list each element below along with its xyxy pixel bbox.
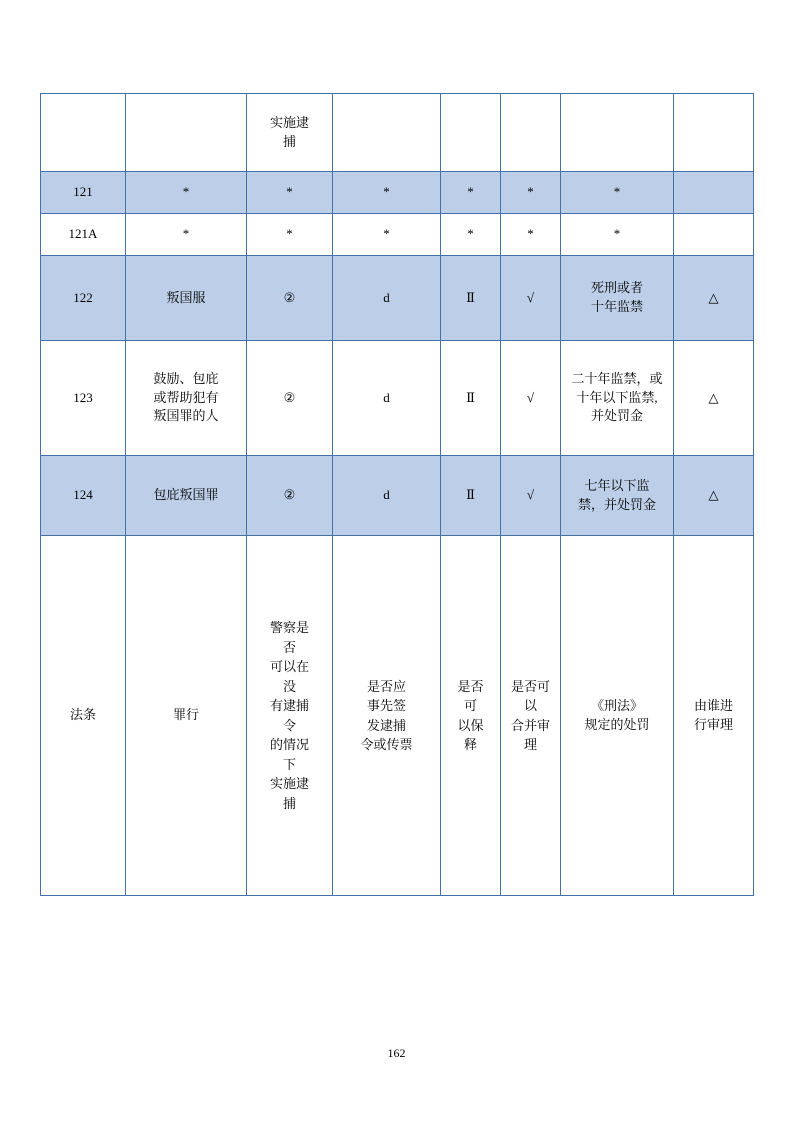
cell-text-line: 规定的处罚	[584, 716, 650, 732]
cell-bailable: Ⅱ	[441, 456, 501, 536]
header-section: 法条	[41, 536, 126, 896]
cell-punishment: *	[561, 214, 674, 256]
cell-text-line: 没	[282, 678, 296, 694]
cell-offence	[126, 94, 247, 172]
cell-text-line: 二十年监禁，或	[571, 370, 663, 386]
cell-triable-by	[674, 94, 754, 172]
cell-compoundable: √	[501, 341, 561, 456]
header-bailable	[441, 536, 501, 896]
cell-text-line: 十年监禁	[590, 299, 643, 314]
cell-text-line: 事先签	[366, 698, 406, 713]
cell-arrest-without-warrant: *	[247, 214, 333, 256]
cell-arrest-without-warrant: *	[247, 172, 333, 214]
cell-text-line: 合并审	[510, 717, 550, 733]
cell-text-line: 行审理	[693, 716, 733, 732]
cell-text-line: 下	[282, 756, 296, 772]
table-row	[41, 214, 754, 256]
cell-punishment	[561, 256, 674, 341]
cell-text-line: 可以在	[269, 659, 309, 674]
cell-text-line: 令或传票	[360, 737, 413, 752]
cell-text-line: 是否可	[510, 678, 550, 694]
cell-text-line: 否	[282, 639, 296, 655]
cell-bailable	[441, 94, 501, 172]
cell-bailable: Ⅱ	[441, 256, 501, 341]
cell-bailable: Ⅱ	[441, 341, 501, 456]
cell-offence: 包庇叛国罪	[126, 456, 247, 536]
cell-arrest-without-warrant: ②	[247, 341, 333, 456]
table-row	[41, 172, 754, 214]
cell-triable-by: △	[674, 341, 754, 456]
cell-arrest-without-warrant: ②	[247, 456, 333, 536]
cell-compoundable: *	[501, 214, 561, 256]
cell-text-line: 或帮助犯有	[153, 389, 219, 405]
cell-punishment	[561, 94, 674, 172]
cell-warrant-or-summons: d	[333, 456, 441, 536]
cell-section: 124	[41, 456, 126, 536]
cell-offence: *	[126, 172, 247, 214]
cell-text-line: 实施逮	[269, 114, 309, 130]
table-row	[41, 94, 754, 172]
cell-warrant-or-summons	[333, 94, 441, 172]
cell-offence	[126, 341, 247, 456]
cell-text-line: 鼓励、包庇	[153, 370, 219, 386]
cell-bailable: *	[441, 172, 501, 214]
cell-offence: *	[126, 214, 247, 256]
legal-table-container	[40, 93, 753, 896]
cell-compoundable: √	[501, 456, 561, 536]
cell-text-line: 释	[463, 737, 477, 752]
cell-text-line: 捕	[282, 133, 296, 149]
cell-warrant-or-summons: d	[333, 256, 441, 341]
cell-punishment: *	[561, 172, 674, 214]
cell-arrest-without-warrant	[247, 94, 333, 172]
cell-warrant-or-summons: *	[333, 172, 441, 214]
page-number: 162	[387, 1046, 406, 1060]
cell-text-line: 七年以下监	[584, 477, 650, 493]
cell-text-line: 捕	[282, 795, 296, 811]
cell-text-line: 可	[463, 698, 477, 713]
cell-text-line: 以保	[457, 717, 484, 733]
cell-text-line: 发逮捕	[366, 717, 406, 733]
header-compoundable	[501, 536, 561, 896]
cell-text-line: 叛国罪的人	[153, 408, 219, 424]
cell-text-line: 《刑法》	[590, 697, 643, 713]
cell-text-line: 警察是	[269, 620, 309, 635]
cell-section: 121A	[41, 214, 126, 256]
header-punishment	[561, 536, 674, 896]
cell-punishment	[561, 341, 674, 456]
cell-text-line: 的情况	[269, 737, 309, 752]
table-body	[41, 94, 754, 896]
cell-triable-by: △	[674, 456, 754, 536]
header-offence: 罪行	[126, 536, 247, 896]
cell-compoundable	[501, 94, 561, 172]
cell-section: 122	[41, 256, 126, 341]
cell-text-line: 十年以下监禁,	[576, 389, 658, 405]
table-row	[41, 256, 754, 341]
cell-triable-by	[674, 214, 754, 256]
cell-triable-by: △	[674, 256, 754, 341]
cell-text-line: 有逮捕	[269, 698, 309, 713]
legal-provisions-table	[40, 93, 754, 896]
cell-compoundable: *	[501, 172, 561, 214]
cell-section: 121	[41, 172, 126, 214]
cell-text-line: 禁，并处罚金	[577, 496, 656, 512]
cell-text-line: 是否应	[366, 678, 406, 694]
cell-warrant-or-summons: *	[333, 214, 441, 256]
cell-arrest-without-warrant: ②	[247, 256, 333, 341]
cell-text-line: 由谁进	[693, 697, 733, 713]
table-header-row	[41, 536, 754, 896]
cell-section	[41, 94, 126, 172]
cell-triable-by	[674, 172, 754, 214]
cell-text-line: 令	[282, 717, 296, 733]
cell-offence: 叛国服	[126, 256, 247, 341]
cell-punishment	[561, 456, 674, 536]
cell-text-line: 并处罚金	[590, 408, 643, 424]
header-triable-by	[674, 536, 754, 896]
cell-bailable: *	[441, 214, 501, 256]
table-row	[41, 341, 754, 456]
header-warrant-or-summons	[333, 536, 441, 896]
cell-text-line: 以	[523, 698, 537, 713]
cell-compoundable: √	[501, 256, 561, 341]
cell-section: 123	[41, 341, 126, 456]
table-row	[41, 456, 754, 536]
cell-text-line: 实施逮	[269, 776, 309, 791]
cell-text-line: 死刑或者	[590, 280, 643, 296]
header-arrest-without-warrant	[247, 536, 333, 896]
cell-text-line: 理	[523, 737, 537, 752]
cell-warrant-or-summons: d	[333, 341, 441, 456]
cell-text-line: 是否	[457, 678, 484, 694]
